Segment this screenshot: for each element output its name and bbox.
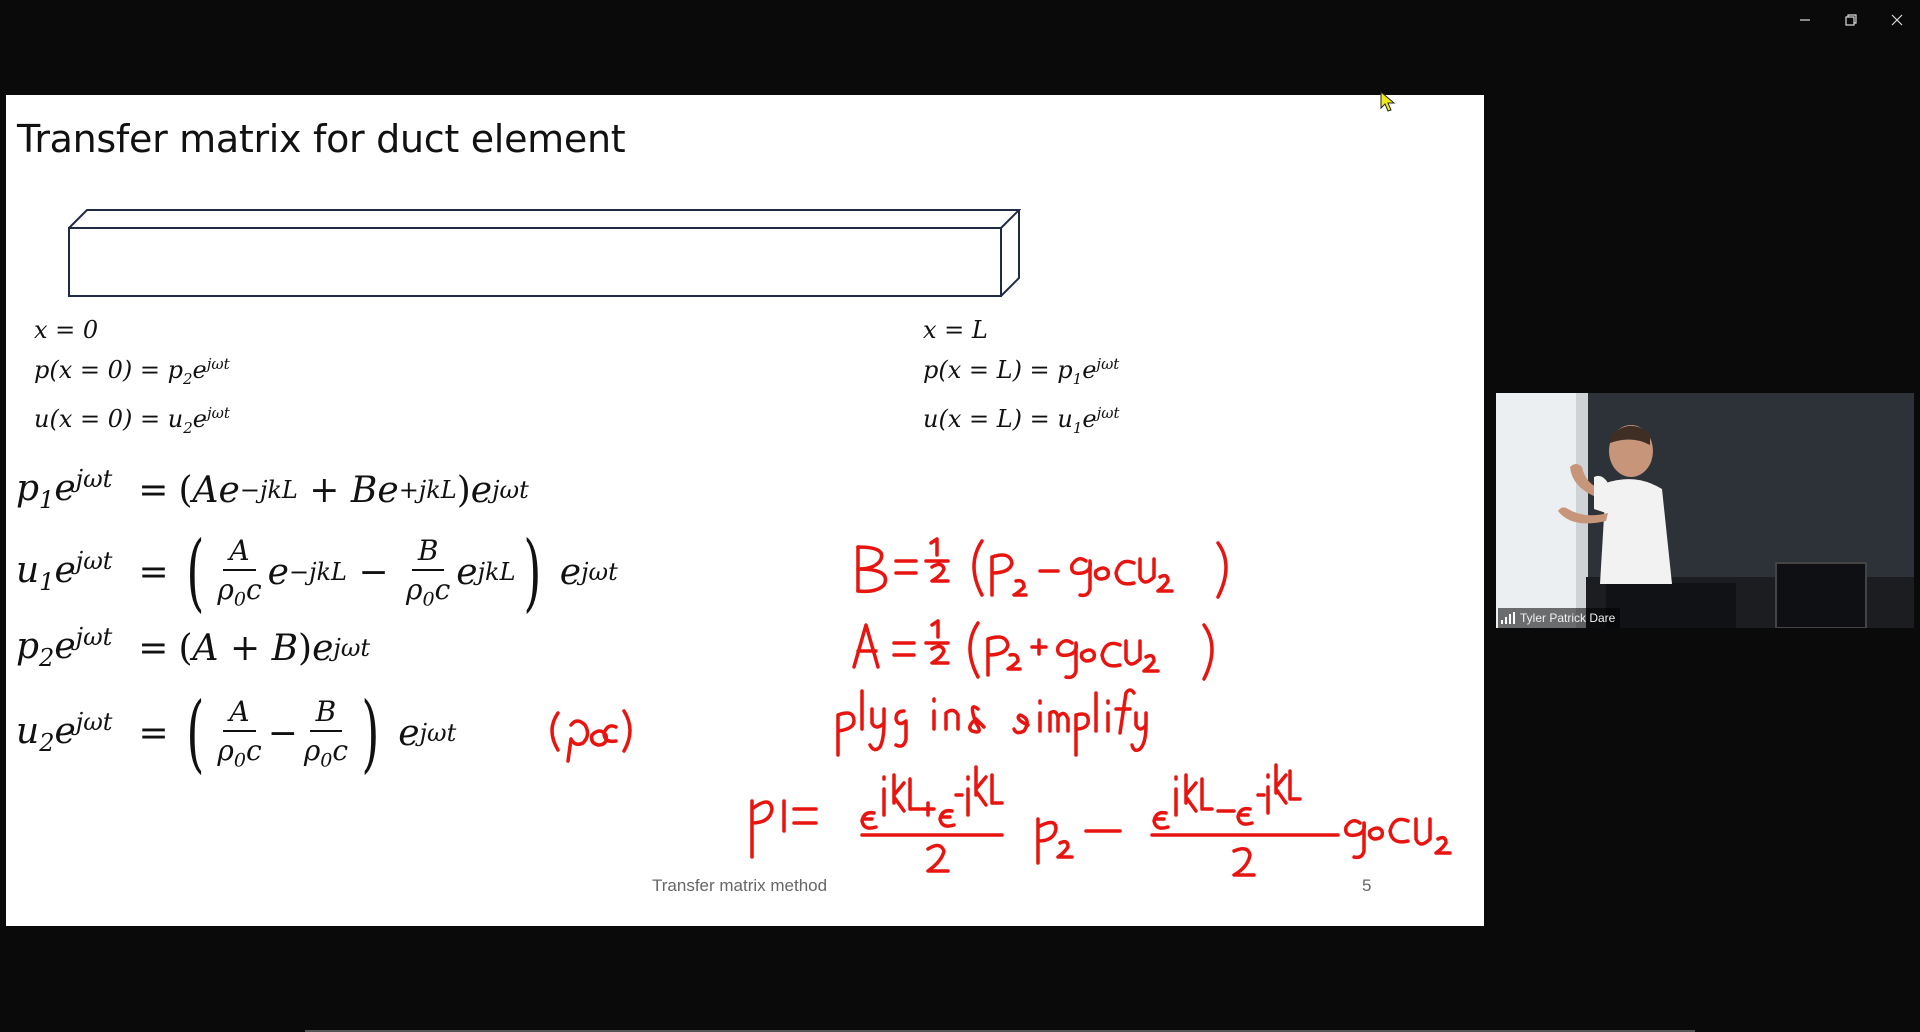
participant-video-feed [1496,393,1914,628]
restore-button[interactable] [1828,0,1874,40]
equation-u2: $u_2e^{j\omega t}$ = ( $\frac{A}{\rho_0c}$ − $\frac{B}{\rho_0c}$ ) e jωt [16,684,457,782]
window-controls [1782,0,1920,40]
signal-icon [1501,612,1515,624]
slide-footer: Transfer matrix method [652,876,828,895]
condition-u-x0: $u(x = 0) = u_2e^{j\omega t}$ [34,403,230,437]
handwritten-annotations [6,95,1484,926]
condition-x0: x = 0 [34,316,99,344]
condition-xL: x = L [923,316,988,344]
participant-name-bar [1498,608,1620,628]
equation-p2: $p_2e^{j\omega t}$ = ( A + B ) e jωt [16,623,371,673]
close-button[interactable] [1874,0,1920,40]
equation-p1: $p_1e^{j\omega t}$ = ( Ae −jkL + Be +jkL ) e jωt [16,465,529,515]
pointer-cursor-icon [1380,91,1396,113]
close-icon [1891,14,1903,26]
presentation-slide [6,95,1484,926]
slide-title: Transfer matrix for duct element [17,117,626,161]
condition-p-xL: $p(x = L) = p_1e^{j\omega t}$ [923,355,1120,388]
minimize-icon [1799,14,1811,26]
condition-u-xL: $u(x = L) = u_1e^{j\omega t}$ [923,403,1120,437]
slide-page-number: 5 [1362,876,1372,895]
condition-p-x0: $p(x = 0) = p_2e^{j\omega t}$ [34,355,230,388]
equation-u1: $u_1e^{j\omega t}$ = ( $\frac{A}{\rho_0c}$ e −jkL − $\frac{B}{\rho_0c}$ e jkL ) e jωt [16,523,618,621]
participant-video-tile[interactable] [1496,393,1914,628]
participant-name: Tyler Patrick Dare [1520,611,1616,625]
restore-icon [1845,14,1857,26]
minimize-button[interactable] [1782,0,1828,40]
